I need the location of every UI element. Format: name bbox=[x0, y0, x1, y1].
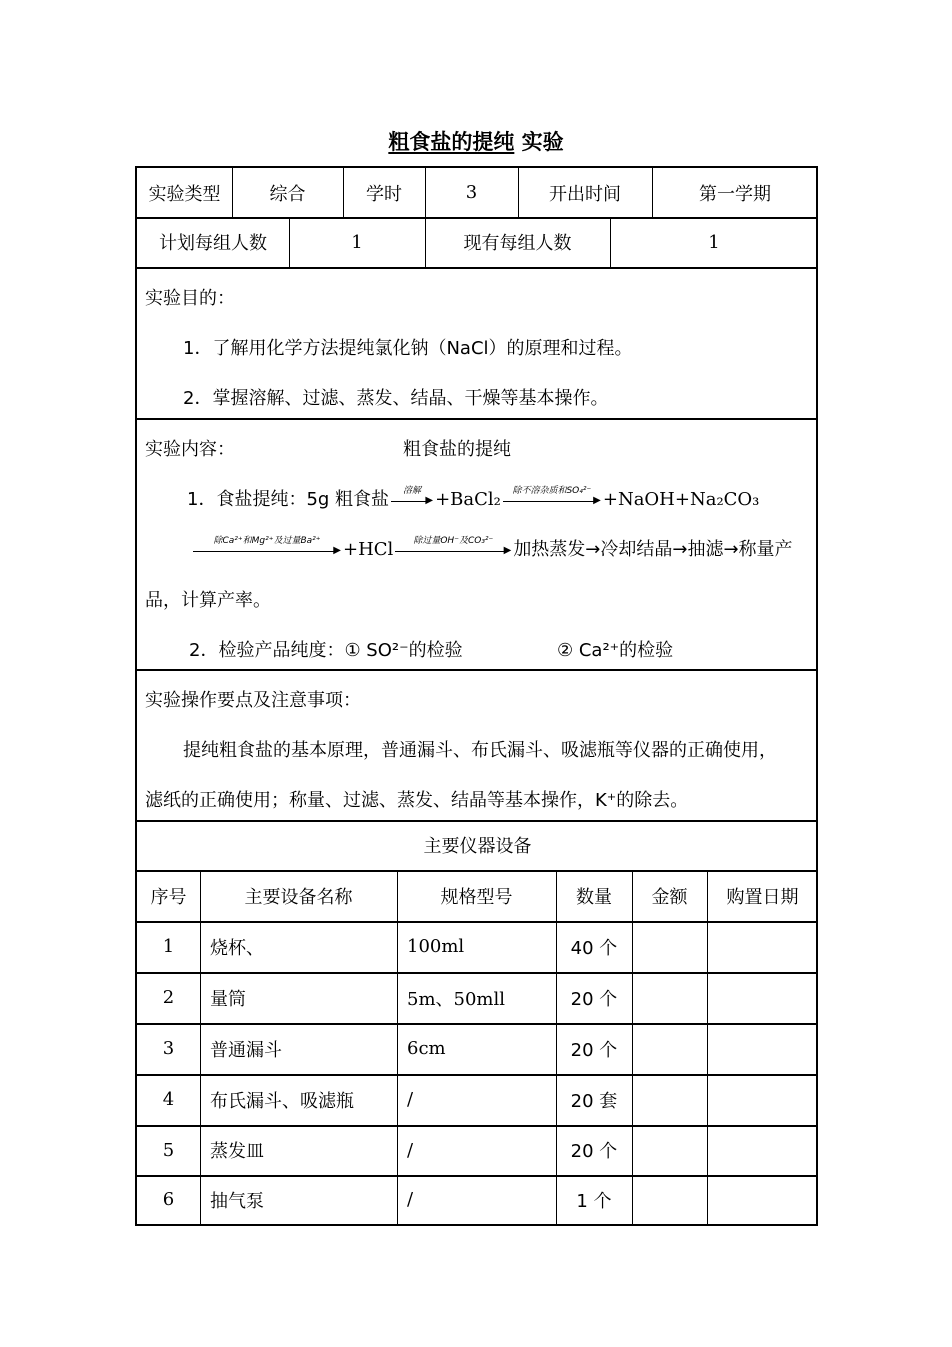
time-value: 第一学期 bbox=[699, 183, 771, 205]
experiment-sheet bbox=[135, 166, 818, 1226]
cell-amount bbox=[632, 1023, 707, 1074]
step2: 2．检验产品纯度：① SO²⁻的检验 bbox=[189, 640, 463, 661]
step1-start: 1．食盐提纯：5g 粗食盐 bbox=[187, 489, 390, 510]
cell-index: 3 bbox=[162, 1038, 175, 1059]
arrow-remove-so4-label: 除不溶杂质和SO₄²⁻ bbox=[512, 486, 592, 496]
step1-end: 加热蒸发→冷却结晶→抽滤→称量产 bbox=[513, 539, 793, 560]
cell-index: 6 bbox=[162, 1189, 175, 1210]
purpose-item-2: 2．掌握溶解、过滤、蒸发、结晶、干燥等基本操作。 bbox=[183, 388, 609, 409]
purpose-heading: 实验目的： bbox=[145, 288, 235, 309]
hours-value: 3 bbox=[465, 182, 478, 203]
equipment-heading: 主要仪器设备 bbox=[423, 836, 532, 857]
col-header-date: 购置日期 bbox=[726, 886, 799, 908]
cell-amount bbox=[632, 1074, 707, 1125]
step1-naoh: +NaOH+Na₂CO₃ bbox=[602, 489, 760, 510]
cell-date bbox=[707, 972, 818, 1023]
cell-spec: 5m、50mll bbox=[407, 988, 506, 1010]
cell-date bbox=[707, 1125, 818, 1175]
arrow-dissolve-label: 溶解 bbox=[403, 486, 422, 496]
cell-index: 4 bbox=[162, 1089, 175, 1110]
step2-ca: ② Ca²⁺的检验 bbox=[557, 640, 674, 661]
col-header-spec: 规格型号 bbox=[440, 886, 513, 908]
type-label: 实验类型 bbox=[148, 183, 221, 205]
cell-spec: 6cm bbox=[407, 1038, 446, 1059]
cell-amount bbox=[632, 972, 707, 1023]
title-main: 粗食盐的提纯 bbox=[388, 130, 515, 154]
notes-line-2: 滤纸的正确使用；称量、过滤、蒸发、结晶等基本操作，K⁺的除去。 bbox=[145, 790, 689, 811]
cell-name: 普通漏斗 bbox=[210, 1039, 282, 1061]
col-header-qty: 数量 bbox=[576, 886, 612, 908]
cell-qty: 20 个 bbox=[570, 988, 618, 1010]
current-value: 1 bbox=[708, 231, 720, 253]
step1-line-2 bbox=[191, 535, 793, 561]
step1-continued: 品，计算产率。 bbox=[145, 590, 271, 611]
cell-name: 布氏漏斗、吸滤瓶 bbox=[210, 1090, 354, 1112]
col-header-name: 主要设备名称 bbox=[244, 886, 353, 908]
cell-name: 抽气泵 bbox=[210, 1190, 264, 1212]
arrow-remove-oh: 除过量OH⁻及CO₃²⁻ ▶ bbox=[395, 536, 511, 556]
cell-qty: 20 个 bbox=[570, 1039, 618, 1061]
cell-name: 蒸发皿 bbox=[210, 1141, 264, 1162]
row-divider bbox=[137, 418, 816, 420]
cell-name: 量筒 bbox=[210, 988, 246, 1010]
current-label: 现有每组人数 bbox=[463, 233, 572, 254]
cell-amount bbox=[632, 1175, 707, 1224]
title-suffix: 实验 bbox=[521, 130, 564, 154]
cell-amount bbox=[632, 1125, 707, 1175]
hours-label: 学时 bbox=[366, 183, 402, 205]
cell-spec: 100ml bbox=[407, 936, 465, 957]
cell-date bbox=[707, 1074, 818, 1125]
cell-amount bbox=[632, 921, 707, 972]
cell-qty: 20 套 bbox=[570, 1090, 618, 1112]
arrow-remove-ca-mg-label: 除Ca²⁺和Mg²⁺及过量Ba²⁺ bbox=[213, 536, 321, 546]
content-subtitle: 粗食盐的提纯 bbox=[403, 439, 511, 460]
type-value: 综合 bbox=[269, 183, 306, 205]
notes-line-1: 提纯粗食盐的基本原理，普通漏斗、布氏漏斗、吸滤瓶等仪器的正确使用， bbox=[183, 740, 777, 761]
cell-qty: 20 个 bbox=[570, 1141, 618, 1162]
row-divider bbox=[137, 669, 816, 671]
cell-index: 5 bbox=[162, 1139, 175, 1161]
cell-date bbox=[707, 921, 818, 972]
cell-qty: 40 个 bbox=[570, 937, 618, 959]
step1-hcl: +HCl bbox=[343, 539, 394, 560]
purpose-item-1: 1．了解用化学方法提纯氯化钠（NaCl）的原理和过程。 bbox=[183, 338, 633, 359]
arrow-dissolve: 溶解 ▶ bbox=[391, 486, 433, 506]
arrow-remove-so4: 除不溶杂质和SO₄²⁻ ▶ bbox=[503, 486, 601, 506]
step1-line bbox=[187, 485, 759, 511]
arrow-remove-oh-label: 除过量OH⁻及CO₃²⁻ bbox=[413, 536, 494, 546]
cell-name: 烧杯、 bbox=[210, 937, 264, 959]
cell-qty: 1 个 bbox=[576, 1190, 612, 1212]
col-header-index: 序号 bbox=[150, 886, 187, 908]
arrow-remove-ca-mg: 除Ca²⁺和Mg²⁺及过量Ba²⁺ ▶ bbox=[193, 536, 341, 556]
col-header-amount: 金额 bbox=[651, 886, 688, 908]
planned-label: 计划每组人数 bbox=[159, 233, 267, 254]
row-divider bbox=[137, 267, 816, 269]
cell-spec: / bbox=[407, 1189, 414, 1210]
document-title bbox=[0, 126, 952, 156]
planned-value: 1 bbox=[351, 231, 363, 253]
time-label: 开出时间 bbox=[549, 183, 621, 205]
cell-index: 2 bbox=[162, 987, 175, 1008]
notes-heading: 实验操作要点及注意事项： bbox=[145, 690, 361, 711]
step1-bacl2: +BaCl₂ bbox=[435, 489, 501, 510]
cell-index: 1 bbox=[162, 936, 175, 957]
cell-spec: / bbox=[407, 1139, 414, 1161]
cell-date bbox=[707, 1023, 818, 1074]
content-heading: 实验内容： bbox=[145, 439, 235, 460]
cell-date bbox=[707, 1175, 818, 1224]
cell-spec: / bbox=[407, 1089, 414, 1110]
